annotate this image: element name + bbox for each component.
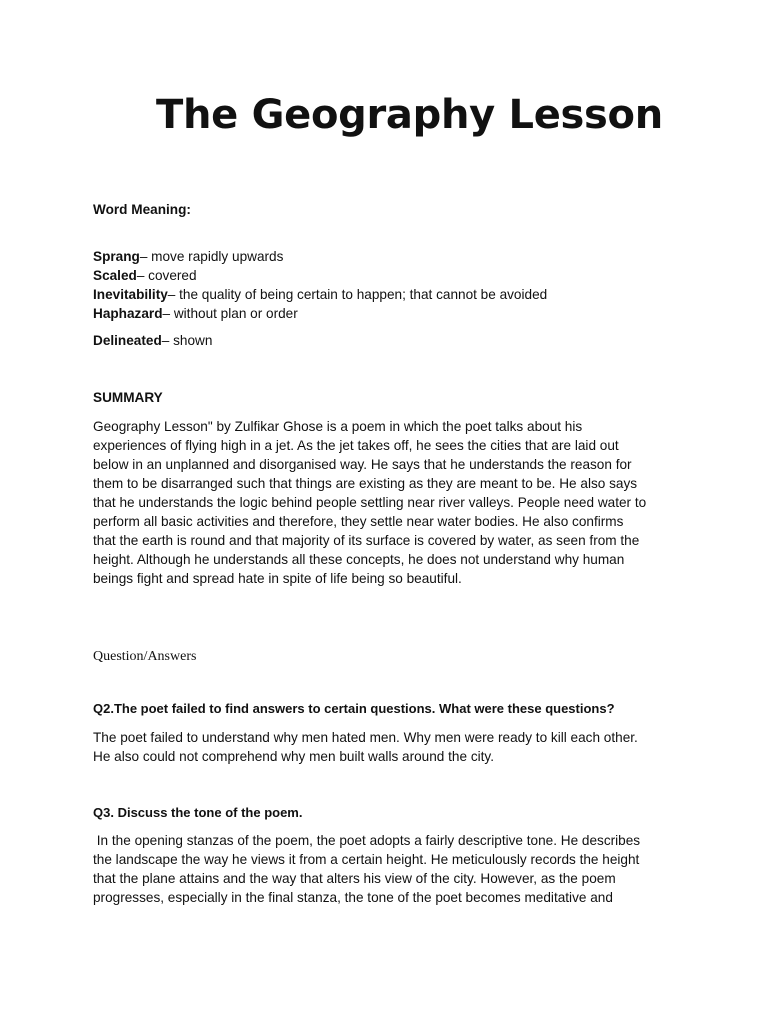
summary-line: them to be disarranged such that things are existing as they are meant to be. He also says <box>93 476 638 491</box>
summary-line: that the earth is round and that majority of its surface is covered by water, as seen from the <box>93 533 640 548</box>
summary-line: Geography Lesson" by Zulfikar Ghose is a poem in which the poet talks about his <box>93 419 583 434</box>
summary-paragraph <box>93 417 683 588</box>
word-meaning-item <box>93 266 683 285</box>
word-definition: – the quality of being certain to happen; that cannot be avoided <box>167 287 548 302</box>
answer-3 <box>93 831 683 907</box>
word-definition: – covered <box>136 268 197 283</box>
word-meaning-item <box>93 247 683 266</box>
question-2: Q2.The poet failed to find answers to certain questions. What were these questions? <box>93 701 615 716</box>
word-term: Haphazard <box>93 306 163 321</box>
word-meaning-heading: Word Meaning: <box>93 202 191 217</box>
summary-line: experiences of flying high in a jet. As the jet takes off, he sees the cities that are laid out <box>93 438 619 453</box>
word-meaning-item <box>93 285 683 304</box>
answer-line: that the plane attains and the way that alters his view of the city. However, as the poem <box>93 871 616 886</box>
answer-line: The poet failed to understand why men hated men. Why men were ready to kill each other. <box>93 730 638 745</box>
summary-line: height. Although he understands all these concepts, he does not understand why human <box>93 552 625 567</box>
summary-heading: SUMMARY <box>93 390 163 405</box>
answer-line: He also could not comprehend why men built walls around the city. <box>93 749 494 764</box>
word-meaning-item <box>93 331 683 350</box>
summary-line: that he understands the logic behind people settling near river valleys. People need water to <box>93 495 647 510</box>
word-term: Delineated <box>93 333 162 348</box>
question-3: Q3. Discuss the tone of the poem. <box>93 805 303 820</box>
answer-line: the landscape the way he views it from a certain height. He meticulously records the height <box>93 852 640 867</box>
answer-line: In the opening stanzas of the poem, the poet adopts a fairly descriptive tone. He describes <box>93 833 641 848</box>
answer-line: progresses, especially in the final stanza, the tone of the poet becomes meditative and <box>93 890 613 905</box>
word-meaning-list <box>93 247 683 323</box>
summary-line: below in an unplanned and disorganised way. He says that he understands the reason for <box>93 457 632 472</box>
word-term: Inevitability <box>93 287 168 302</box>
summary-line: perform all basic activities and therefore, they settle near water bodies. He also confirms <box>93 514 624 529</box>
summary-line: beings fight and spread hate in spite of life being so beautiful. <box>93 571 462 586</box>
qa-heading: Question/Answers <box>93 649 197 664</box>
document-title: The Geography Lesson <box>156 92 663 138</box>
word-definition: – without plan or order <box>162 306 298 321</box>
word-term: Sprang <box>93 249 140 264</box>
answer-2 <box>93 728 683 766</box>
word-meaning-item <box>93 304 683 323</box>
word-term: Scaled <box>93 268 137 283</box>
word-definition: – move rapidly upwards <box>139 249 284 264</box>
word-definition: – shown <box>161 333 213 348</box>
